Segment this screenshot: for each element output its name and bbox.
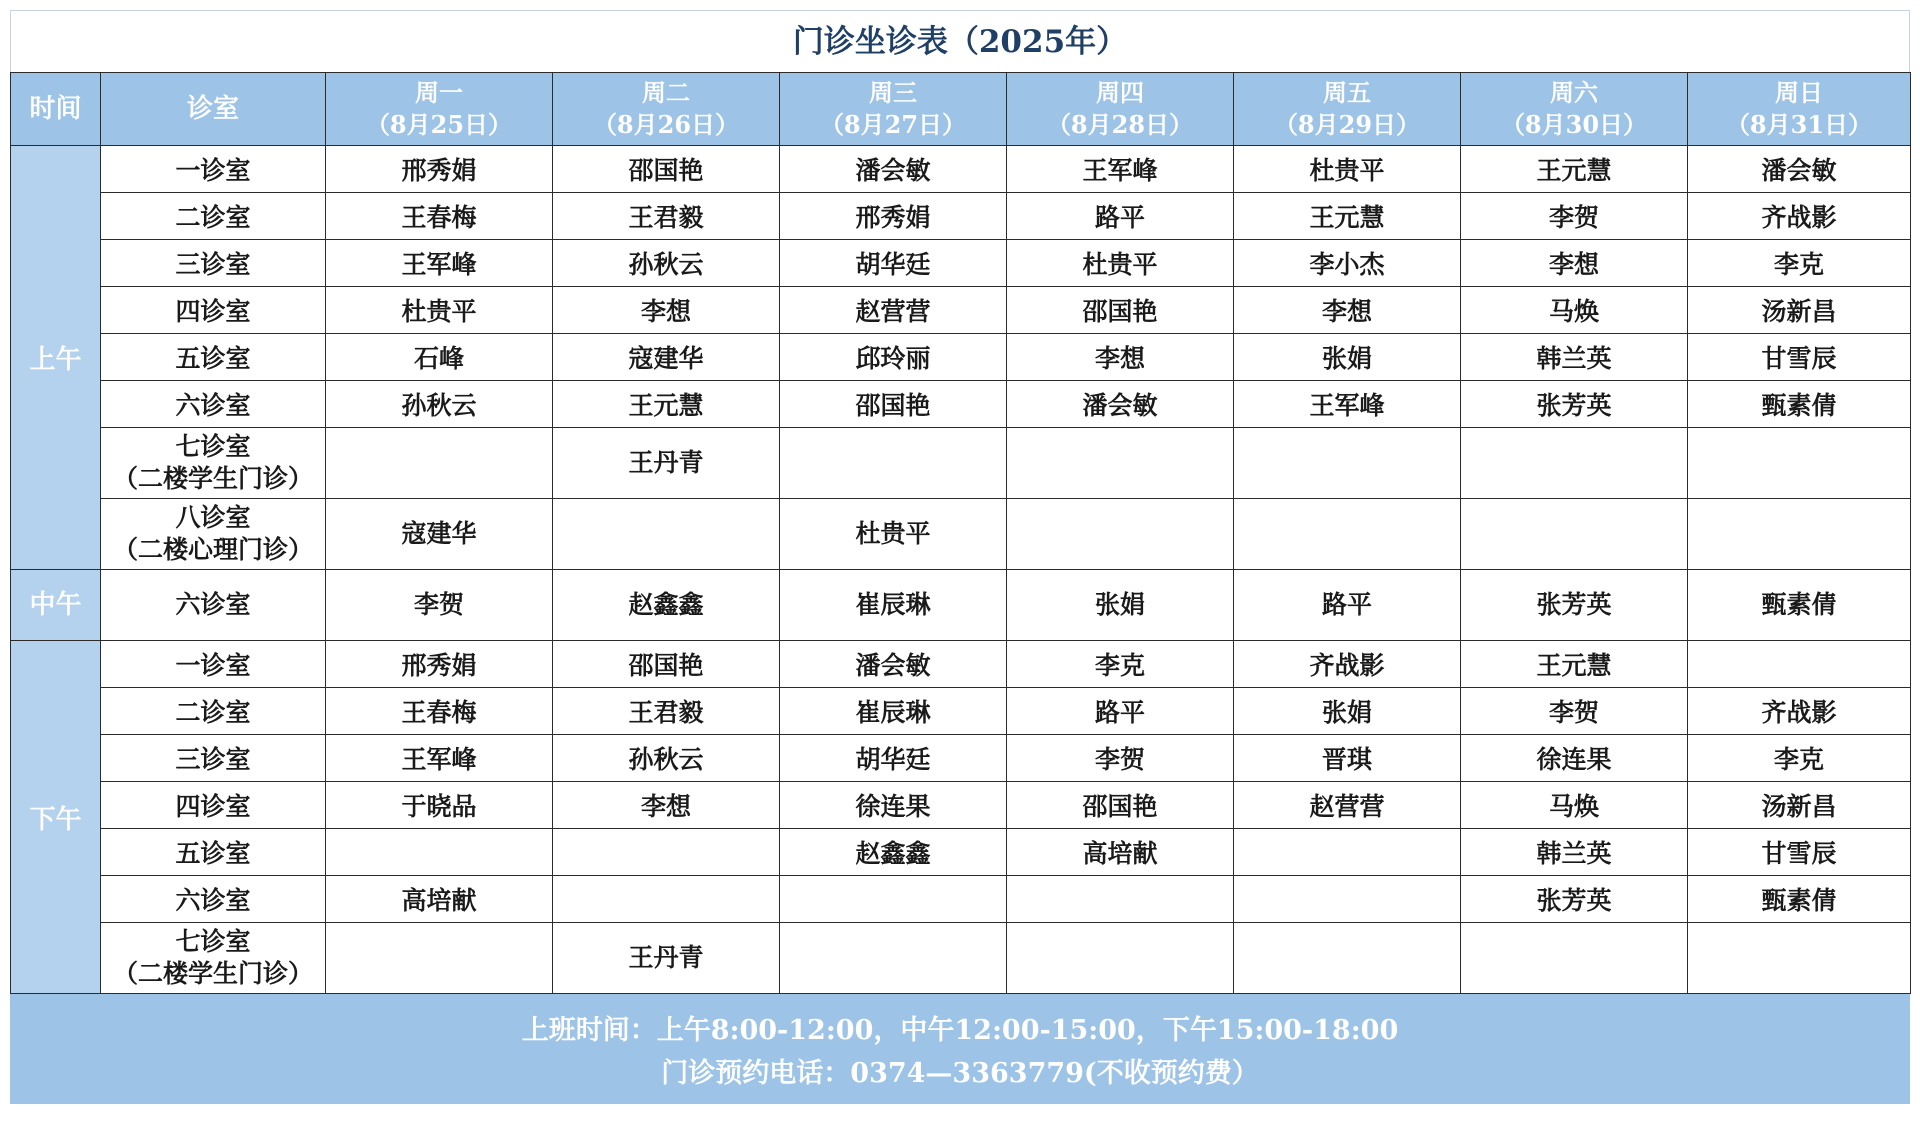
table-row [11,146,1911,193]
room-name: 三诊室 [175,250,251,279]
table-row [11,641,1911,688]
schedule-page [10,10,1910,1120]
doctor-cell [1461,428,1688,499]
header-day-5 [1234,73,1461,146]
room-name: 二诊室 [175,203,251,232]
room-cell [101,641,326,688]
room-name: 四诊室 [175,297,251,326]
doctor-cell: 潘会敏 [1007,381,1234,428]
doctor-cell: 徐连果 [780,782,1007,829]
doctor-cell: 张娟 [1234,334,1461,381]
doctor-cell [1007,923,1234,994]
doctor-cell: 王军峰 [326,735,553,782]
room-subtitle: （二楼学生门诊） [112,464,313,493]
doctor-cell [1007,499,1234,570]
day-date: （8月29日） [1273,110,1421,139]
doctor-cell [780,428,1007,499]
doctor-cell: 王君毅 [553,688,780,735]
doctor-cell: 李克 [1688,240,1911,287]
doctor-cell: 王元慧 [1234,193,1461,240]
doctor-cell: 李想 [1461,240,1688,287]
doctor-cell: 李小杰 [1234,240,1461,287]
room-name: 七诊室 [175,432,251,461]
doctor-cell [1234,499,1461,570]
room-cell [101,499,326,570]
doctor-cell: 王元慧 [1461,641,1688,688]
doctor-cell: 齐战影 [1688,688,1911,735]
doctor-cell [1688,428,1911,499]
doctor-cell: 张娟 [1007,570,1234,641]
room-name: 六诊室 [175,590,251,619]
day-date: （8月27日） [819,110,967,139]
doctor-cell [780,876,1007,923]
doctor-cell: 孙秋云 [326,381,553,428]
period-cell: 中午 [11,570,101,641]
doctor-cell: 齐战影 [1234,641,1461,688]
room-cell [101,876,326,923]
doctor-cell: 徐连果 [1461,735,1688,782]
room-name: 一诊室 [175,651,251,680]
doctor-cell: 崔辰琳 [780,570,1007,641]
table-row [11,688,1911,735]
header-day-7 [1688,73,1911,146]
table-row [11,570,1911,641]
doctor-cell: 寇建华 [326,499,553,570]
room-cell [101,923,326,994]
page-title: 门诊坐诊表（2025年） [10,10,1910,72]
doctor-cell [1461,499,1688,570]
day-name: 周六 [1550,78,1598,107]
doctor-cell: 潘会敏 [1688,146,1911,193]
doctor-cell: 路平 [1007,688,1234,735]
doctor-cell: 赵营营 [1234,782,1461,829]
doctor-cell: 李想 [1007,334,1234,381]
doctor-cell: 李想 [1234,287,1461,334]
header-time: 时间 [11,73,101,146]
room-name: 八诊室 [175,503,251,532]
period-cell: 上午 [11,146,101,570]
doctor-cell: 汤新昌 [1688,782,1911,829]
doctor-cell [1007,428,1234,499]
doctor-cell: 甄素倩 [1688,381,1911,428]
room-name: 二诊室 [175,698,251,727]
day-name: 周一 [415,78,463,107]
header-day-6 [1461,73,1688,146]
doctor-cell [1234,923,1461,994]
table-row [11,381,1911,428]
header-day-3 [780,73,1007,146]
room-cell [101,334,326,381]
doctor-cell: 王丹青 [553,923,780,994]
doctor-cell: 汤新昌 [1688,287,1911,334]
table-row [11,240,1911,287]
day-date: （8月30日） [1500,110,1648,139]
day-name: 周日 [1775,78,1823,107]
doctor-cell: 邵国艳 [780,381,1007,428]
doctor-cell: 邢秀娟 [326,146,553,193]
doctor-cell: 李贺 [326,570,553,641]
room-name: 三诊室 [175,745,251,774]
room-cell [101,146,326,193]
doctor-cell [1688,923,1911,994]
day-name: 周五 [1323,78,1371,107]
doctor-cell [1234,428,1461,499]
doctor-cell [780,923,1007,994]
doctor-cell [1007,876,1234,923]
doctor-cell: 张芳英 [1461,570,1688,641]
room-subtitle: （二楼心理门诊） [112,535,313,564]
day-date: （8月25日） [365,110,513,139]
table-row [11,428,1911,499]
doctor-cell: 张芳英 [1461,381,1688,428]
doctor-cell: 马焕 [1461,287,1688,334]
doctor-cell: 李贺 [1461,193,1688,240]
doctor-cell [553,829,780,876]
doctor-cell: 甘雪辰 [1688,334,1911,381]
doctor-cell: 甄素倩 [1688,876,1911,923]
doctor-cell: 王军峰 [1007,146,1234,193]
header-day-4 [1007,73,1234,146]
doctor-cell: 杜贵平 [1007,240,1234,287]
schedule-table [10,72,1911,994]
doctor-cell: 王元慧 [1461,146,1688,193]
doctor-cell: 邢秀娟 [326,641,553,688]
doctor-cell: 高培献 [326,876,553,923]
doctor-cell: 李贺 [1007,735,1234,782]
header-day-1 [326,73,553,146]
room-name: 五诊室 [175,344,251,373]
room-name: 一诊室 [175,156,251,185]
doctor-cell: 王丹青 [553,428,780,499]
room-cell [101,782,326,829]
doctor-cell: 赵鑫鑫 [780,829,1007,876]
doctor-cell [1688,641,1911,688]
day-name: 周三 [869,78,917,107]
doctor-cell: 邵国艳 [553,146,780,193]
header-row [11,73,1911,146]
room-cell [101,735,326,782]
doctor-cell: 潘会敏 [780,146,1007,193]
doctor-cell: 李想 [553,782,780,829]
doctor-cell [1234,829,1461,876]
doctor-cell [326,829,553,876]
doctor-cell: 李贺 [1461,688,1688,735]
doctor-cell: 甘雪辰 [1688,829,1911,876]
table-row [11,499,1911,570]
room-name: 七诊室 [175,927,251,956]
doctor-cell: 张娟 [1234,688,1461,735]
doctor-cell: 张芳英 [1461,876,1688,923]
table-row [11,193,1911,240]
doctor-cell: 韩兰英 [1461,829,1688,876]
doctor-cell: 王军峰 [1234,381,1461,428]
doctor-cell: 路平 [1007,193,1234,240]
doctor-cell: 于晓品 [326,782,553,829]
header-room: 诊室 [101,73,326,146]
footer-info [10,994,1910,1104]
doctor-cell: 邵国艳 [1007,287,1234,334]
doctor-cell: 赵营营 [780,287,1007,334]
period-cell: 下午 [11,641,101,994]
room-subtitle: （二楼学生门诊） [112,959,313,988]
day-name: 周四 [1096,78,1144,107]
doctor-cell [553,876,780,923]
day-date: （8月26日） [592,110,740,139]
doctor-cell: 王春梅 [326,193,553,240]
doctor-cell: 孙秋云 [553,240,780,287]
day-date: （8月28日） [1046,110,1194,139]
doctor-cell: 石峰 [326,334,553,381]
table-row [11,876,1911,923]
room-cell [101,193,326,240]
table-row [11,829,1911,876]
doctor-cell: 潘会敏 [780,641,1007,688]
room-name: 四诊室 [175,792,251,821]
table-row [11,735,1911,782]
doctor-cell: 邢秀娟 [780,193,1007,240]
table-row [11,334,1911,381]
doctor-cell: 齐战影 [1688,193,1911,240]
doctor-cell: 胡华廷 [780,735,1007,782]
table-row [11,923,1911,994]
doctor-cell [1688,499,1911,570]
day-date: （8月31日） [1725,110,1873,139]
day-name: 周二 [642,78,690,107]
doctor-cell: 王元慧 [553,381,780,428]
room-cell [101,829,326,876]
room-cell [101,381,326,428]
doctor-cell: 高培献 [1007,829,1234,876]
doctor-cell: 王军峰 [326,240,553,287]
doctor-cell: 杜贵平 [1234,146,1461,193]
doctor-cell: 邵国艳 [553,641,780,688]
doctor-cell: 王君毅 [553,193,780,240]
room-cell [101,688,326,735]
table-row [11,287,1911,334]
doctor-cell: 韩兰英 [1461,334,1688,381]
doctor-cell [326,428,553,499]
doctor-cell [1461,923,1688,994]
doctor-cell [326,923,553,994]
doctor-cell [553,499,780,570]
doctor-cell: 王春梅 [326,688,553,735]
doctor-cell: 寇建华 [553,334,780,381]
working-hours: 上班时间：上午8:00-12:00，中午12:00-15:00，下午15:00-18:00 [521,1015,1399,1046]
doctor-cell: 甄素倩 [1688,570,1911,641]
room-cell [101,570,326,641]
room-cell [101,240,326,287]
appointment-phone: 门诊预约电话：0374—3363779(不收预约费） [661,1058,1259,1089]
schedule-body [11,146,1911,994]
room-name: 五诊室 [175,839,251,868]
doctor-cell: 崔辰琳 [780,688,1007,735]
doctor-cell: 胡华廷 [780,240,1007,287]
room-cell [101,428,326,499]
header-day-2 [553,73,780,146]
doctor-cell: 李克 [1007,641,1234,688]
room-name: 六诊室 [175,886,251,915]
doctor-cell: 李想 [553,287,780,334]
doctor-cell: 杜贵平 [326,287,553,334]
doctor-cell: 邱玲丽 [780,334,1007,381]
room-name: 六诊室 [175,391,251,420]
doctor-cell: 路平 [1234,570,1461,641]
doctor-cell [1234,876,1461,923]
doctor-cell: 李克 [1688,735,1911,782]
doctor-cell: 晋琪 [1234,735,1461,782]
room-cell [101,287,326,334]
doctor-cell: 马焕 [1461,782,1688,829]
doctor-cell: 杜贵平 [780,499,1007,570]
table-row [11,782,1911,829]
doctor-cell: 邵国艳 [1007,782,1234,829]
doctor-cell: 孙秋云 [553,735,780,782]
doctor-cell: 赵鑫鑫 [553,570,780,641]
